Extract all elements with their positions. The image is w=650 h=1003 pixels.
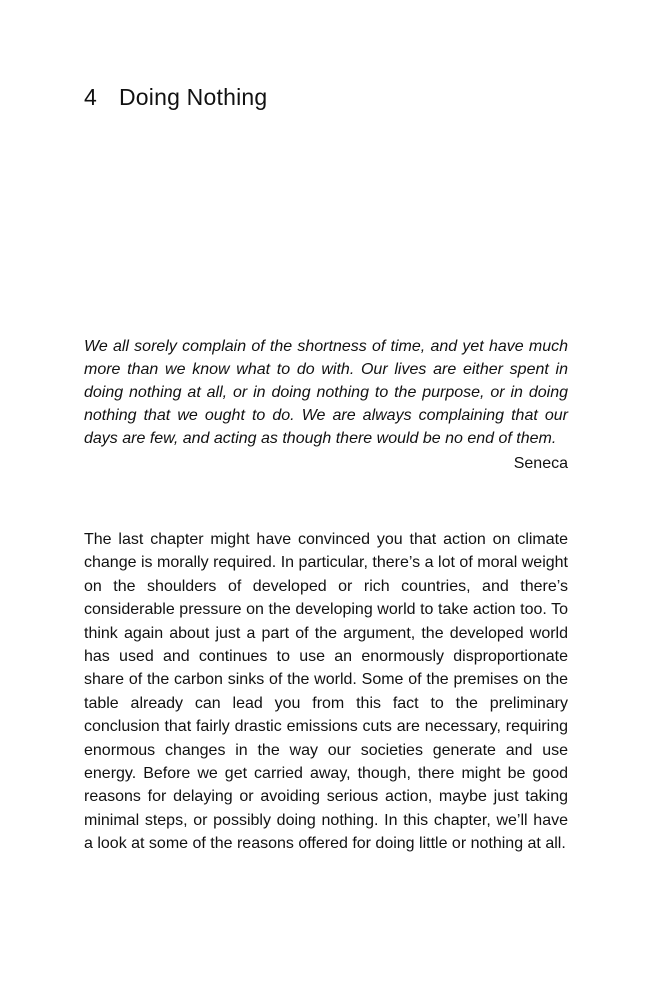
epigraph-attribution: Seneca <box>513 455 568 472</box>
epigraph <box>84 335 568 475</box>
epigraph-quote: We all sorely complain of the shortness of time, and yet have much more than we know what to do with. Our lives are either spent in doing nothing at all, or in doing nothing to the purpose, or in doing nothing that we ought to do. We are always complaining that our days are few, and acting as though there would be no end of them. <box>84 338 568 447</box>
chapter-title: Doing Nothing <box>119 84 268 110</box>
chapter-heading <box>84 84 267 111</box>
chapter-number: 4 <box>84 84 97 110</box>
body-paragraph: The last chapter might have convinced you that action on climate change is morally required. In particular, there’s a lot of moral weight on the shoulders of developed or rich countries, and there’s considerable pressure on the developing world to take action too. To think again about just a part of the argument, the developed world has used and continues to use an enormously disproportionate share of the carbon sinks of the world. Some of the premises on the table already can lead you from this fact to the preliminary conclusion that fairly drastic emissions cuts are necessary, requiring enormous changes in the way our societies generate and use energy. Before we get carried away, though, there might be good reasons for delaying or avoiding serious action, maybe just taking minimal steps, or possibly doing nothing. In this chapter, we’ll have a look at some of the reasons offered for doing little or nothing at all. <box>84 531 568 853</box>
